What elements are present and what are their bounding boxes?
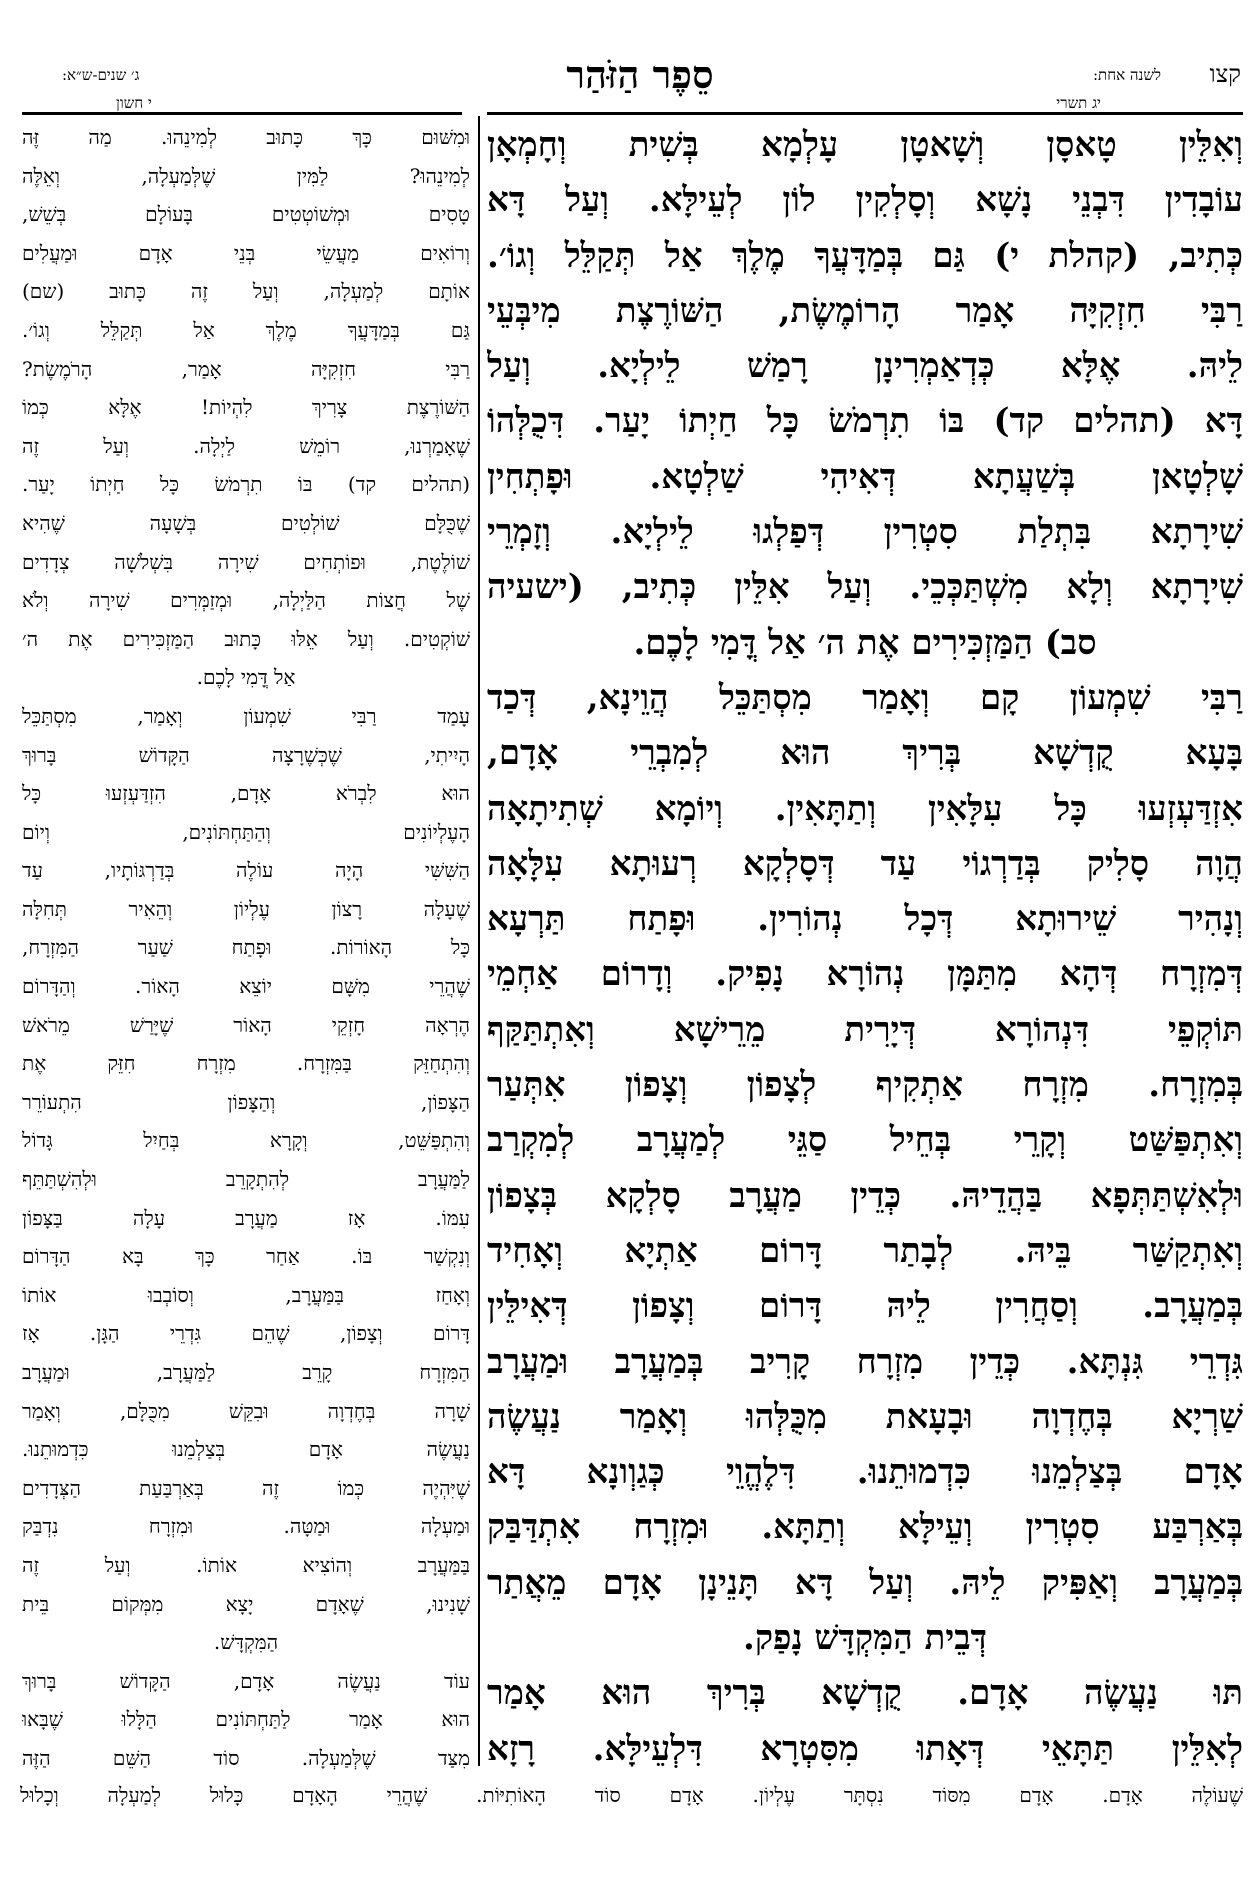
side-line: וּמַעְלָה וּמַטָּה. וּמִזְרָח נִדְבַּק [22, 1514, 470, 1539]
header-left-line2: י חשון [116, 94, 152, 112]
side-line: וּמִשּׁוּם כָּךְ כָּתוּב לְמִינֵהוּ. מַה זֶּה [22, 125, 470, 149]
side-line: וְאָחַז בַּמַּעֲרָב, וְסוֹבְבוּ אוֹתוֹ [22, 1282, 470, 1307]
side-line: שׁוֹקְטִים. וְעַל אֵלּוּ כָּתוּב הַמַּזְכִּירִים אֶת ה׳ [22, 626, 470, 651]
side-line: הַמִּקְדָּשׁ. [213, 1630, 279, 1655]
side-line: עוֹד נַעֲשֶׂה אָדָם, הַקָּדוֹשׁ בָּרוּךְ [22, 1668, 470, 1693]
main-line: דָּא (תהלים קד) בּוֹ תִרְמֹשׂ כָּל חַיְתוֹ יָעַר. דִּכֻלְּהוֹ [487, 401, 1243, 442]
page-number: קצו [1209, 60, 1241, 88]
side-line: אַל דֳּמִי לָכֶם. [196, 665, 296, 690]
side-line: כָּל הָאוֹרוֹת. וּפָתַח שַׁעַר הַמִּזְרָח, [22, 935, 470, 960]
side-line: בַּמַּעֲרָב וְהוֹצִיא אוֹתוֹ. וְעַל זֶה [22, 1552, 470, 1577]
main-line: וְאִלֵּין טָאסָן וְשָׁאטָן עָלְמָא בְּשִׁית וְחָמְאָן [487, 125, 1243, 165]
side-line: הַצָּפוֹן, וְהַצָּפוֹן הִתְעוֹרֵר [22, 1089, 470, 1114]
main-line: דְּבֵית הַמִּקְדָּשׁ נָפַק. [743, 1618, 987, 1659]
main-line: שָׁלְטָאן בְּשַׁעֲתָא דְּאִיהִי שַׁלְטָא. וּפָתְחִין [487, 456, 1243, 497]
side-text-column [22, 118, 470, 1778]
side-line: וְנִקְשַׁר בּוֹ. אַחַר כָּךְ בָּא הַדָּרוֹם [22, 1244, 470, 1269]
side-line: נַעֲשֶׂה אָדָם בְּצַלְמֵנוּ כִּדְמוּתֵנוּ. [22, 1437, 470, 1462]
main-line: אָדָם בְּצַלְמֵנוּ כִּדְמוּתֵנוּ. דִּלֶהֱוֵי כְּגַוְונָא דָּא [487, 1452, 1243, 1493]
main-line: לְאִלֵּין תַּתָּאֵי דְּאָתוּ מִסִּטְרָא דִּלְעֵילָּא. רָזָא [487, 1728, 1243, 1769]
side-line: שֶׁהֲרֵי מִשָּׁם יוֹצֵא הָאוֹר. וְהַדָּרוֹם [22, 974, 470, 999]
side-line: טָסִים וּמְשׁוֹטְטִים בָּעוֹלָם בְּשֵׁשׁ, [22, 202, 470, 227]
header-right-line2: יג תשרי [1056, 94, 1101, 112]
side-line: שָׁנִינוּ, שֶׁאָדָם יָצָא מִמְּקוֹם בֵּית [22, 1591, 470, 1616]
side-line: הָעֶלְיוֹנִים וְהַתַּחְתּוֹנִים, וְיוֹם [22, 819, 470, 844]
side-line: הָיִיתִי, שֶׁכְּשֶׁרָצָה הַקָּדוֹשׁ בָּרוּךְ [22, 742, 470, 767]
side-line: שֶׁאָמַרְנוּ, רוֹמֵשׁ לַיְלָה. וְעַל זֶה [22, 433, 470, 458]
main-line: בָּעָא קֻדְשָׁא בְּרִיךְ הוּא לְמִבְרֵי אָדָם, [487, 733, 1243, 774]
main-line: סב) הַמַּזְכִּירִים אֶת ה׳ אַל דֳּמִי לָכֶם. [633, 622, 1097, 663]
side-line: (תהלים קד) בּוֹ תִרְמֹשׂ כָּל חַיְתוֹ יָעַר. [22, 472, 470, 497]
side-line: דָּרוֹם וְצָפוֹן, שֶׁהֵם גִּדְרֵי הַגָּן. אָז [22, 1321, 470, 1346]
side-line: הַשִּׁשִּׁי הָיָה עוֹלֶה בְּדַרְגּוֹתָיו, עַד [22, 858, 470, 883]
side-line: עִמּוֹ. אָז מַעֲרָב עָלָה בַּצָּפוֹן [22, 1205, 470, 1230]
side-line: עָמַד רַבִּי שִׁמְעוֹן וְאָמַר, מִסְתַּכֵּל [22, 703, 470, 728]
side-line: שָׁרָה בְּחֶדְוָה וּבִקֵּשׁ מִכֻּלָּם, וְאָמַר [22, 1398, 470, 1423]
side-line: הַשּׁוֹרֶצֶת צָרִיךְ לִהְיוֹת! אֶלָּא כְּמוֹ [22, 395, 470, 420]
main-line: בְּמִזְרָח. מִזְרָח אַתְקִיף לְצָפוֹן וְצָפוֹן אִתְּעַר [487, 1065, 1243, 1106]
side-line: וְהִתְחַזֵּק בַּמִּזְרָח. מִזְרָח חִזֵּק אֶת [22, 1051, 470, 1076]
side-line: רַבִּי חִזְקִיָּה אָמַר, הָרֹמֶשֶׂת? [22, 356, 470, 381]
main-line: רַבִּי שִׁמְעוֹן קָם וְאָמַר מִסְתַּכֵּל הֲוֵינָא, דְּכַד [487, 677, 1243, 718]
main-line: תּוֹקְפֵי דִּנְהוֹרָא דְּיָרִית מֵרֵישָׁא וְאִתְתַּקַּף [487, 1009, 1243, 1050]
main-line: וּלְאִשְׁתַּתְּפָא בַּהֲדֵיהּ. כְּדֵין מַעֲרָב סָלְקָא בְּצָפוֹן [487, 1175, 1243, 1216]
header-right-line1: לשנה אחת: [1093, 66, 1161, 84]
side-line: הוּא לִבְרֹא אָדָם, הִזְדַּעְזְעוּ כָּל [22, 781, 470, 806]
main-line: וְנָהִיר שֵׁירוּתָא דְּכָל נְהוֹרִין. וּפָתַח תַּרְעָא [487, 899, 1243, 940]
main-line: וְאִתְפַּשַּׁט וְקָרֵי בְּחֵיל סַגֵּי לְמַעֲרָב לְמִקְרַב [487, 1120, 1243, 1161]
main-line: בְּאַרְבַּע סִטְרִין וְעֵילָּא וְתַתָּא. וּמִזְרָח אִתְדַּבַּק [487, 1507, 1243, 1548]
header-rule-main [487, 112, 1243, 115]
side-line: וְרוֹאִים מַעֲשֵׂי בְּנֵי אָדָם וּמַעֲלִים [22, 240, 470, 265]
page-title: סֵפֶר הַזֹּהַר [566, 52, 714, 97]
main-line: שִׁירָתָא וְלָא מִשְׁתַּכְּכֵי. וְעַל אִלֵּין כְּתִיב, (ישעיה [487, 567, 1243, 608]
side-line: שֶׁיִּהְיֶה כְּמוֹ זֶה בְּאַרְבַּעַת הַצְּדָדִים [22, 1475, 470, 1500]
main-line: בְּמַעֲרָב. וְסַחֲרִין לֵיהּ דָּרוֹם וְצָפוֹן דְּאִילֵּין [487, 1286, 1243, 1327]
header-rule-side [22, 112, 462, 115]
side-line: וְהִתְפַּשֵּׁט, וְקָרָא בְּחַיִל גָּדוֹל [22, 1128, 470, 1153]
main-line: לֵיהּ. אֶלָּא כְּדְאַמְרִינָן רָמַשׁ לֵילְיָא. וְעַל [487, 346, 1243, 387]
main-line: כְּתִיב, (קהלת י) גַּם בְּמַדָּעֲךָ מֶלֶךְ אַל תְּקַלֵּל וְגוֹ׳. [487, 235, 1243, 276]
side-line: שֶׁל חֲצוֹת הַלַּיְלָה, וּמְזַמְּרִים שִׁירָה וְלֹא [22, 588, 470, 613]
side-line: אוֹתָם לְמַעְלָה, וְעַל זֶה כָּתוּב (שם) [22, 279, 470, 304]
side-line: גַּם בְּמַדָּעֲךָ מֶלֶךְ אַל תְּקַלֵּל וְגוֹ׳. [22, 317, 470, 342]
side-line: הוּא אָמַר לַתַּחְתּוֹנִים הַלָּלוּ שֶׁבָּאוּ [22, 1707, 470, 1732]
main-text-column [487, 118, 1243, 1778]
main-line: וְאִתְקַשַּׁר בֵּיהּ. לְבָתַר דָּרוֹם אַתְיָא וְאָחִיד [487, 1230, 1243, 1271]
main-line: שִׁירָתָא בִּתְלַת סִטְרִין דְּפַלְגוּ לֵילְיָא. וְזָמְרֵי [487, 512, 1243, 553]
side-line: שׁוֹלֶטֶת, וּפוֹתְחִים שִׁירָה בִּשְׁלֹשָׁה צְדָדִים [22, 549, 470, 574]
column-divider [478, 116, 480, 1766]
header-left-line1: ג׳ שנים-ש״א: [62, 66, 140, 84]
main-line: הֲוָה סָלִיק בְּדַרְגוֹי עַד דְּסָלְקָא רְעוּתָא עִלָּאָה [487, 843, 1243, 884]
main-line: גִּדְרֵי גִּנְתָּא. כְּדֵין מִזְרָח קָרִיב בְּמַעֲרָב וּמַעֲרָב [487, 1341, 1243, 1382]
main-line: בְּמַעֲרָב וְאַפִּיק לֵיהּ. וְעַל דָּא תָּנֵינָן אָדָם מֵאֲתַר [487, 1562, 1243, 1603]
main-line: דְּמִזְרָח דְּהָא מִתַּמָּן נְהוֹרָא נָפִיק. וְדָרוֹם אַחְמֵי [487, 954, 1243, 995]
main-line: אִזְדַּעְזְעוּ כָּל עִלָּאִין וְתַתָּאִין. וְיוֹמָא שְׁתִיתָאָה [487, 788, 1243, 829]
side-line: מִצַּד שֶׁלְּמַעְלָה. סוֹד הַשֵּׁם הַזֶּה [22, 1745, 470, 1770]
side-line: שֶׁעָלָה רָצוֹן עֶלְיוֹן וְהֵאִיר תְּחִלָּה [22, 896, 470, 921]
side-line: לַמַּעֲרָב לְהִתְקָרֵב וּלְהִשְׁתַּתֵּף [22, 1167, 470, 1192]
footer-line: שֶׁעוֹלֶה אָדָם. אָדָם מִסּוֹד נִסְתָּר עֶלְיוֹן. אָדָם סוֹד הָאוֹתִיּוֹת. שֶׁהֲרֵי הָאָדָם כָּלוּל לְמַעְלָה וְכָלוּל [20, 1783, 1243, 1807]
side-line: לְמִינֵהוּ? לַמִּין שֶׁלְּמַעְלָה, וְאֵלֶּה [22, 163, 470, 188]
side-line: הַמִּזְרָח קָרֵב לַמַּעֲרָב, וּמַעֲרָב [22, 1360, 470, 1384]
main-line: תּוּ נַעֲשֶׂה אָדָם. קֻדְשָׁא בְּרִיךְ הוּא אָמַר [487, 1673, 1243, 1714]
side-line: הֶרְאָה חָזְקֵי הָאוֹר שֶׁיָּרַשׁ מֵרֹאשׁ [22, 1012, 470, 1037]
main-line: עוֹבָדִין דִּבְנֵי נָשָׁא וְסָלְקִין לוֹן לְעֵילָּא. וְעַל דָּא [487, 180, 1243, 221]
side-line: שֶׁכֻּלָּם שׁוֹלְטִים בְּשָׁעָה שֶׁהִיא [22, 510, 470, 535]
main-line: רַבִּי חִזְקִיָּה אָמַר הָרוֹמֶשֶׂת, הַשּׁוֹרֶצֶת מִיבְּעֵי [487, 290, 1243, 331]
main-line: שַׁרְיָא בְּחֶדְוָה וּבָעָאת מִכֻּלְּהוּ וְאָמַר נַעֲשֶׂה [487, 1396, 1243, 1437]
